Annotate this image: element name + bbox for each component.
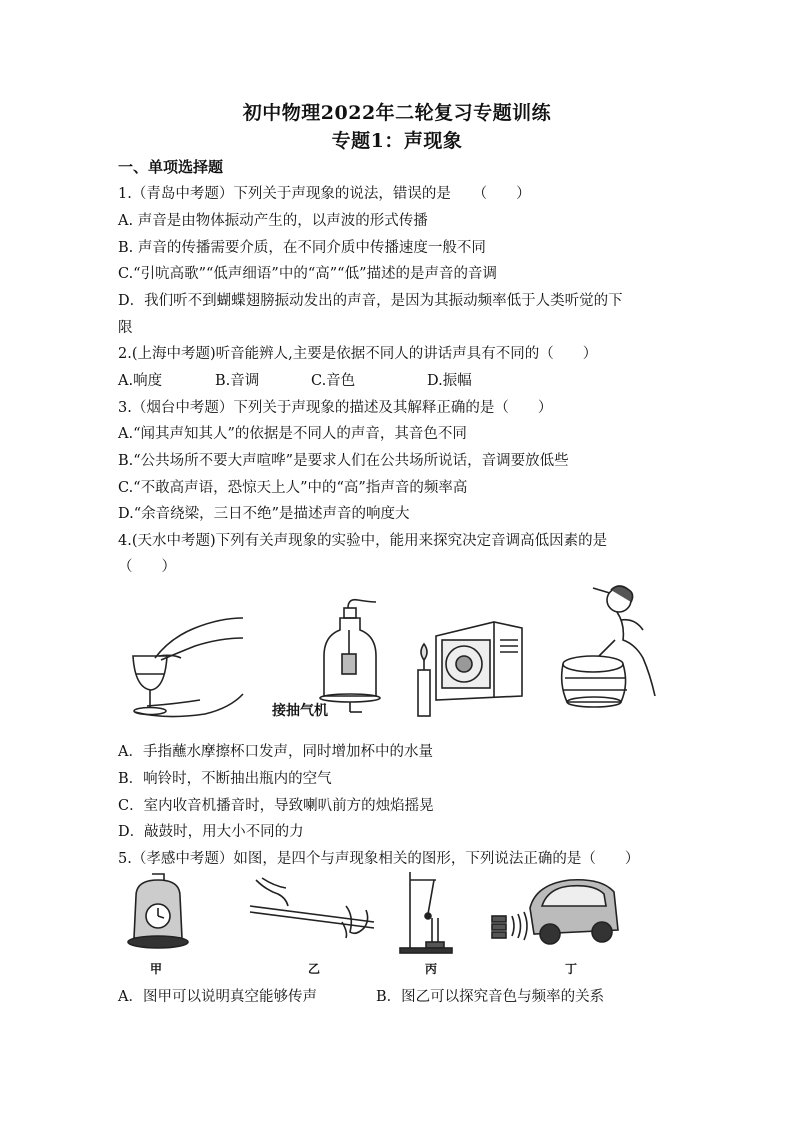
q1-option-a: A. 声音是由物体振动产生的，以声波的形式传播 [118, 213, 428, 229]
page-title: 初中物理2022年二轮复习专题训练 [242, 102, 552, 124]
q3-stem: 3.（烟台中考题）下列关于声现象的描述及其解释正确的是（ ） [118, 400, 553, 416]
q1-option-d-cont: 限 [118, 320, 133, 336]
bell-jar-figure [318, 596, 386, 718]
drum-player-figure [555, 574, 665, 714]
tuning-fork-stand-figure [396, 868, 460, 956]
q4-stem: 4.(天水中考题)下列有关声现象的实验中，能用来探究决定音调高低因素的是 [118, 533, 608, 549]
q1-option-b: B. 声音的传播需要介质，在不同介质中传播速度一般不同 [118, 240, 486, 256]
figure-label-jia: 甲 [150, 962, 163, 976]
q2-option-a: A.响度 [118, 373, 163, 389]
q5-stem: 5.（孝感中考题）如图，是四个与声现象相关的图形，下列说法正确的是（ ） [118, 851, 640, 867]
q2-option-c: C.音色 [311, 373, 356, 389]
pump-caption: 接抽气机 [272, 703, 328, 719]
q2-option-b: B.音调 [215, 373, 260, 389]
q1-stem: 1.（青岛中考题）下列关于声现象的说法，错误的是 （ ） [118, 186, 531, 202]
q3-option-a: A.“闻其声知其人”的依据是不同人的声音，其音色不同 [118, 426, 467, 442]
q4-option-b: B．响铃时，不断抽出瓶内的空气 [118, 771, 332, 787]
ruler-table-figure [246, 876, 378, 942]
q2-stem: 2.(上海中考题)听音能辨人,主要是依据不同人的讲话声具有不同的（ ） [118, 346, 598, 362]
figure-label-ding: 丁 [565, 962, 578, 976]
q4-paren: （ ） [118, 559, 176, 575]
bell-jar-clock-figure [122, 868, 194, 956]
q5-option-a: A．图甲可以说明真空能够传声 [118, 989, 317, 1005]
q2-option-d: D.振幅 [427, 373, 472, 389]
wine-glass-figure [125, 608, 250, 723]
q3-option-b: B.“公共场所不要大声喧哗”是要求人们在公共场所说话，音调要放低些 [118, 453, 569, 469]
q4-option-d: D．敲鼓时，用大小不同的力 [118, 824, 304, 840]
section-heading: 一、单项选择题 [118, 158, 224, 176]
q1-option-d: D．我们听不到蝴蝶翅膀振动发出的声音，是因为其振动频率低于人类听觉的下 [118, 293, 623, 309]
q3-option-c: C.“不敢高声语，恐惊天上人”中的“高”指声音的频率高 [118, 480, 468, 496]
q1-option-c: C.“引吭高歌”“低声细语”中的“高”“低”描述的是声音的音调 [118, 266, 497, 282]
figure-label-yi: 乙 [308, 962, 321, 976]
q4-option-c: C．室内收音机播音时，导致喇叭前方的烛焰摇晃 [118, 798, 434, 814]
q3-option-d: D.“余音绕梁，三日不绝”是描述声音的响度大 [118, 506, 410, 522]
q4-option-a: A．手指蘸水摩擦杯口发声，同时增加杯中的水量 [118, 744, 433, 760]
figure-label-bing: 丙 [425, 962, 438, 976]
page-subtitle: 专题1：声现象 [331, 130, 463, 152]
car-radar-figure [490, 872, 622, 952]
radio-candle-figure [414, 616, 526, 720]
q5-option-b: B．图乙可以探究音色与频率的关系 [376, 989, 605, 1005]
